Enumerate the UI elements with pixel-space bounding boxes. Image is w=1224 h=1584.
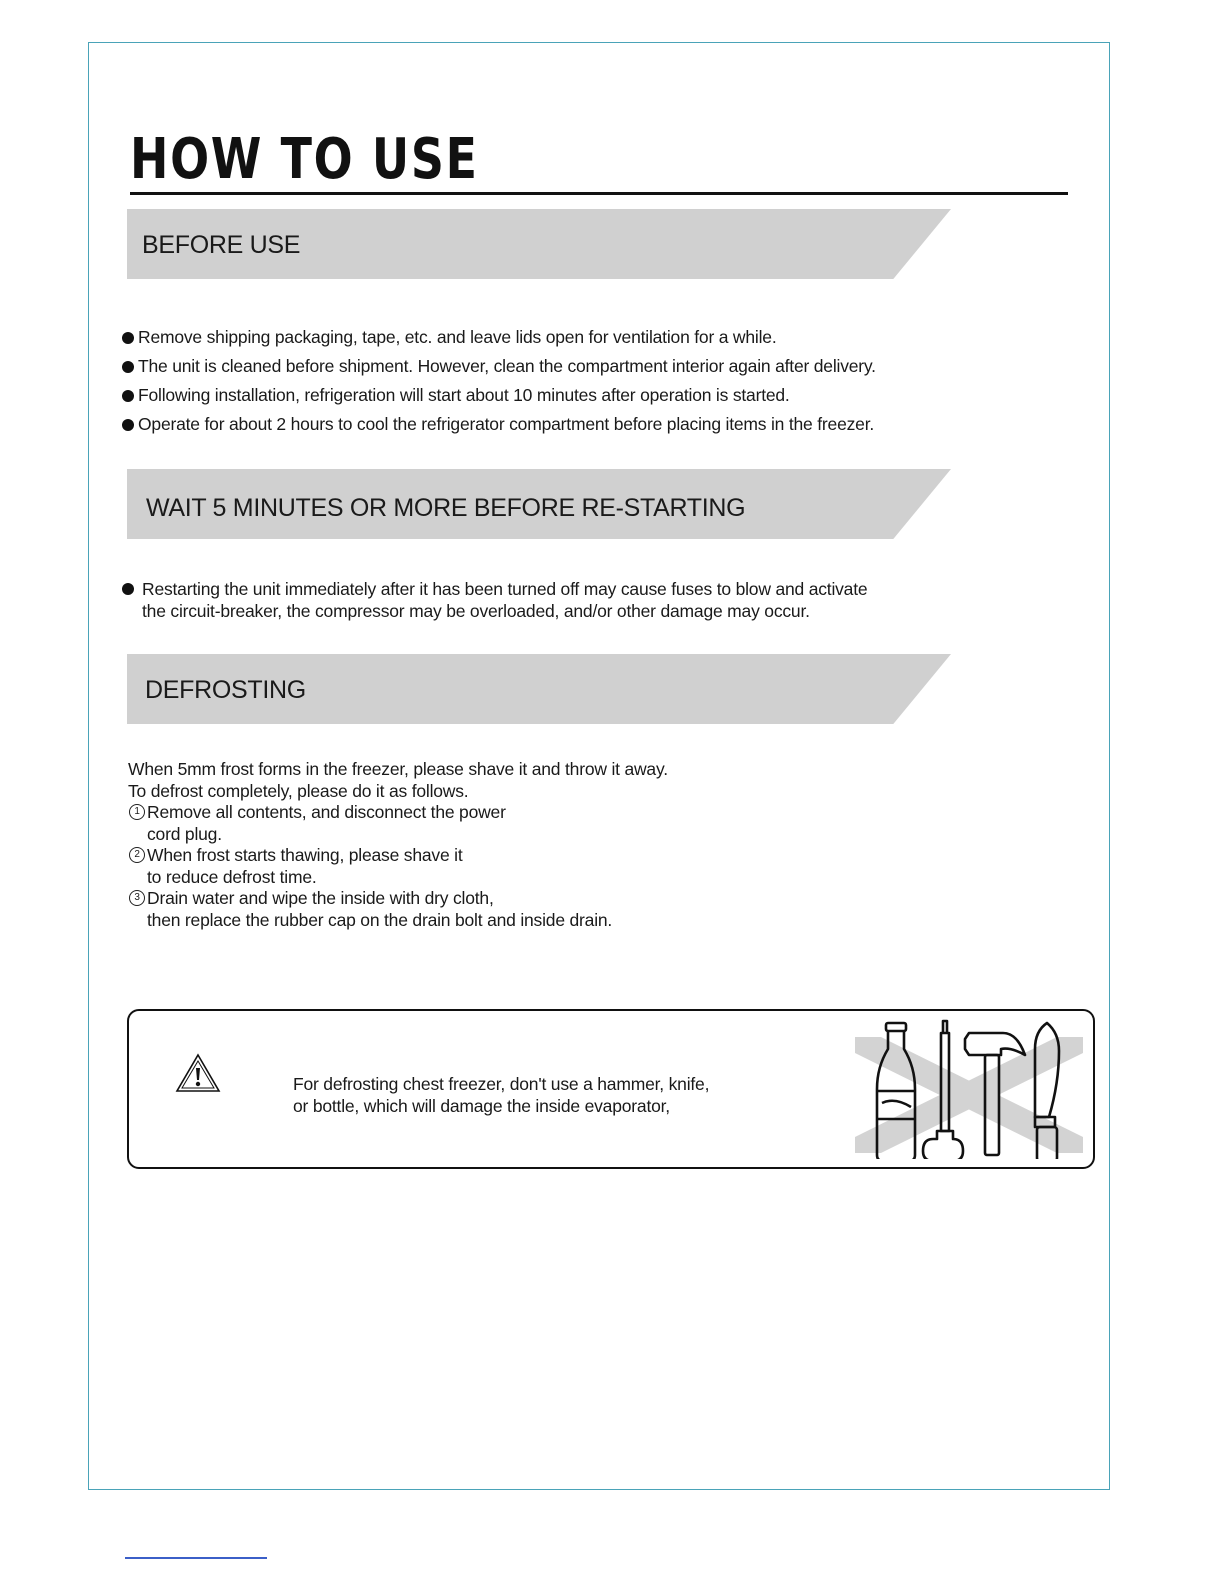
restart-heading: WAIT 5 MINUTES OR MORE BEFORE RE-STARTING [146,494,746,522]
defrost-intro-2: To defrost completely, please do it as follows. [128,780,469,801]
warning-box [127,1009,1095,1169]
list-item [122,323,876,352]
list-item-text: Remove shipping packaging, tape, etc. and leave lids open for ventilation for a while. [138,327,777,347]
step-line: cord plug. [147,823,222,844]
list-item-text: The unit is cleaned before shipment. However, clean the compartment interior again after delivery. [138,356,876,376]
defrosting-heading: DEFROSTING [145,676,306,704]
restart-line-1: Restarting the unit immediately after it has been turned off may cause fuses to blow and activate [142,579,868,599]
defrosting-instructions [128,759,668,931]
defrost-step [128,888,668,931]
list-item [122,410,876,439]
bullet-icon [122,390,134,402]
step-number-icon: 2 [129,847,145,863]
step-line: When frost starts thawing, please shave it [147,845,463,865]
bullet-icon [122,419,134,431]
step-line: Drain water and wipe the inside with dry cloth, [147,888,494,908]
list-item [122,352,876,381]
defrost-step [128,845,668,888]
before-use-heading: BEFORE USE [142,231,301,259]
list-item-text: Operate for about 2 hours to cool the refrigerator compartment before placing items in the freezer. [138,414,875,434]
step-line: Remove all contents, and disconnect the power [147,802,506,822]
defrost-intro-1: When 5mm frost forms in the freezer, please shave it and throw it away. [128,759,668,779]
list-item [122,381,876,410]
page-title: HOW TO USE [130,127,479,192]
bullet-icon [122,361,134,373]
step-number-icon: 3 [129,890,145,906]
bullet-icon [122,332,134,344]
before-use-list [122,323,876,439]
step-number-icon: 1 [129,804,145,820]
warning-triangle-icon [175,1053,221,1093]
defrost-step [128,802,668,845]
title-rule [130,192,1068,195]
warning-line-1: For defrosting chest freezer, don't use a hammer, knife, [293,1074,710,1094]
step-line: to reduce defrost time. [147,866,317,887]
warning-text [293,1073,709,1117]
footer-rule [125,1557,267,1559]
restart-line-2: the circuit-breaker, the compressor may be overloaded, and/or other damage may occur. [142,601,810,621]
bullet-icon [122,583,134,595]
warning-line-2: or bottle, which will damage the inside evaporator, [293,1096,670,1116]
list-item-text: Following installation, refrigeration will start about 10 minutes after operation is started. [138,385,790,405]
step-line: then replace the rubber cap on the drain bolt and inside drain. [147,909,613,930]
prohibited-tools-illustration [855,1019,1085,1159]
